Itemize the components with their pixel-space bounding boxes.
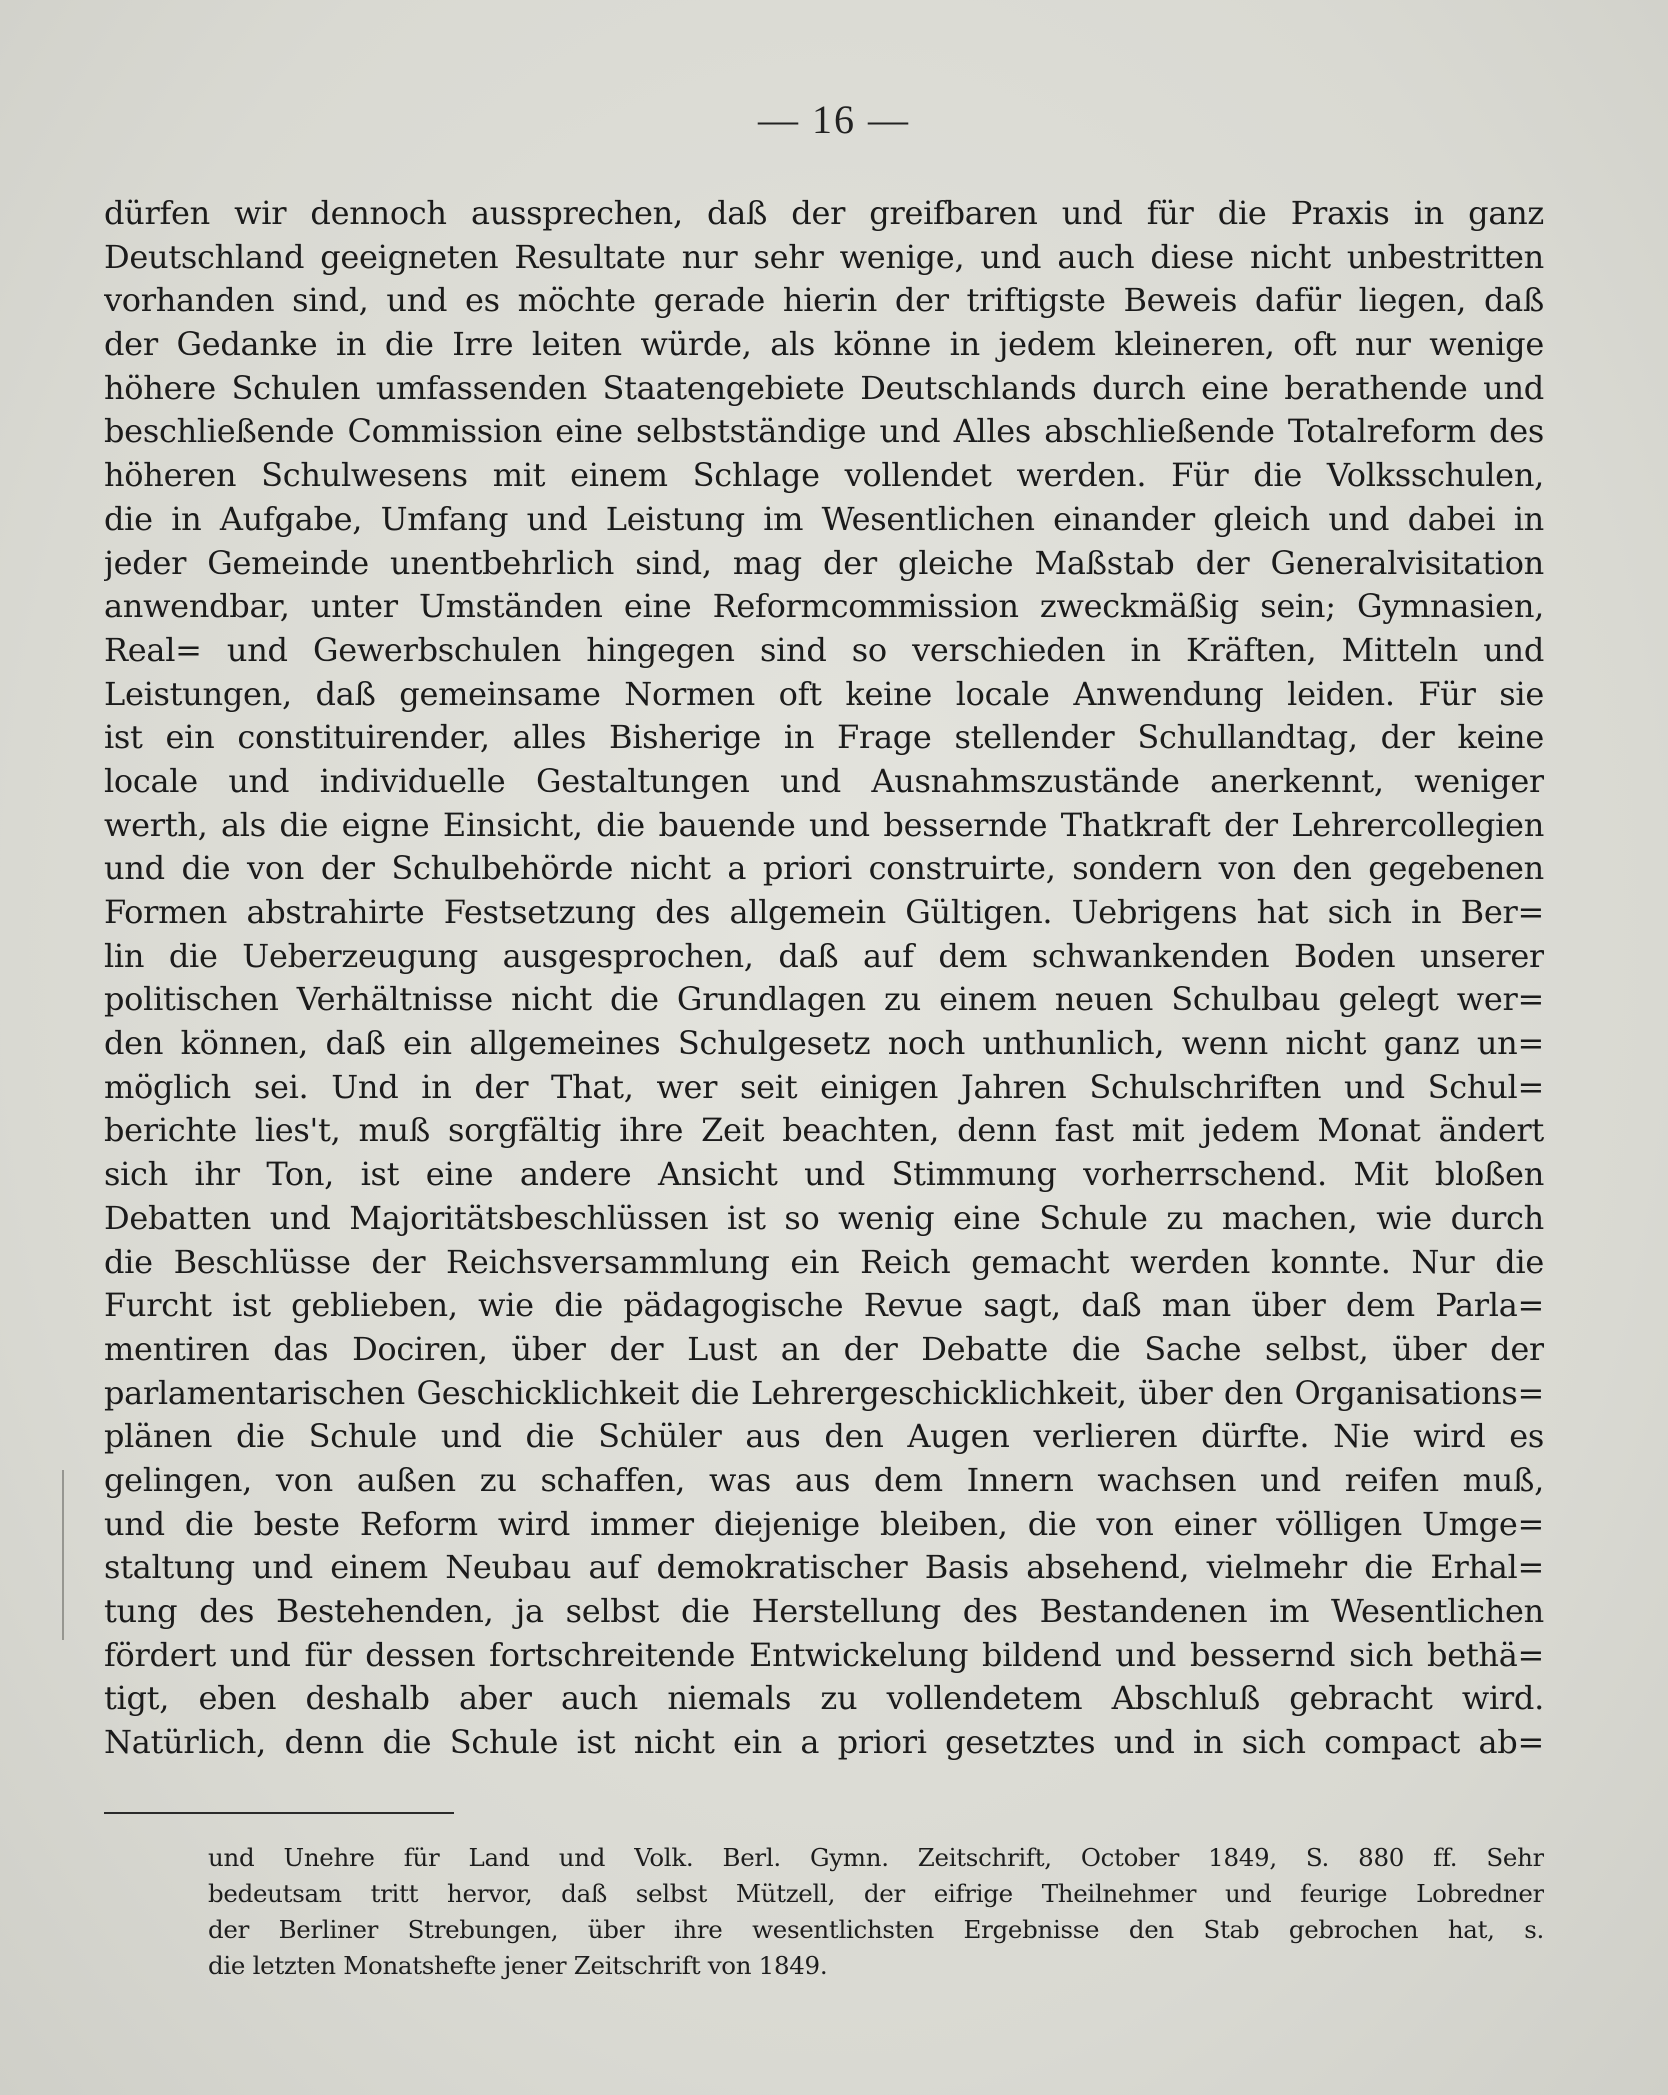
margin-pencil-mark <box>62 1470 64 1640</box>
text-line: die Beschlüsse der Reichsversammlung ein Reich gemacht werden konnte. Nur die <box>104 1242 1544 1281</box>
text-line: Leistungen, daß gemeinsame Normen oft keine locale Anwendung leiden. Für sie <box>104 674 1544 713</box>
text-line: parlamentarischen Geschicklichkeit die Lehrergeschicklichkeit, über den Organisations= <box>104 1373 1544 1412</box>
text-line: den können, daß ein allgemeines Schulgesetz noch unthunlich, wenn nicht ganz un= <box>104 1024 1544 1063</box>
text-line: und die beste Reform wird immer diejenige bleiben, die von einer völligen Umge= <box>104 1504 1544 1543</box>
footnote-line: und Unehre für Land und Volk. Berl. Gymn. Zeitschrift, October 1849, S. 880 ff. Sehr <box>208 1843 1544 1872</box>
text-line: der Gedanke in die Irre leiten würde, als könne in jedem kleineren, oft nur wenige <box>104 325 1544 364</box>
text-line: staltung und einem Neubau auf demokratischer Basis absehend, vielmehr die Erhal= <box>104 1548 1544 1587</box>
text-line: berichte lies't, muß sorgfältig ihre Zeit beachten, denn fast mit jedem Monat ändert <box>104 1111 1544 1150</box>
text-line: Natürlich, denn die Schule ist nicht ein a priori gesetztes und in sich compact ab= <box>104 1723 1544 1762</box>
text-line: Deutschland geeigneten Resultate nur sehr wenige, und auch diese nicht unbestritten <box>104 237 1544 276</box>
text-line: tung des Bestehenden, ja selbst die Herstellung des Bestandenen im Wesentlichen <box>104 1592 1544 1630</box>
text-line: tigt, eben deshalb aber auch niemals zu vollendetem Abschluß gebracht wird. <box>104 1679 1544 1718</box>
text-line: ist ein constituirender, alles Bisherige in Frage stellender Schullandtag, der keine <box>104 718 1544 757</box>
text-line: Formen abstrahirte Festsetzung des allgemein Gültigen. Uebrigens hat sich in Ber= <box>104 893 1544 931</box>
text-line: und die von der Schulbehörde nicht a priori construirte, sondern von den gegebenen <box>104 849 1544 888</box>
page-number: — 16 — <box>758 97 910 142</box>
text-line: höheren Schulwesens mit einem Schlage vollendet werden. Für die Volksschulen, <box>104 456 1544 495</box>
text-line: mentiren das Dociren, über der Lust an der Debatte die Sache selbst, über der <box>104 1329 1544 1368</box>
text-line: plänen die Schule und die Schüler aus den Augen verlieren dürfte. Nie wird es <box>104 1417 1544 1456</box>
footnote-line: der Berliner Strebungen, über ihre wesentlichsten Ergebnisse den Stab gebrochen hat, s. <box>208 1915 1544 1944</box>
text-line: beschließende Commission eine selbstständige und Alles abschließende Totalreform des <box>104 412 1544 451</box>
text-line: jeder Gemeinde unentbehrlich sind, mag der gleiche Maßstab der Generalvisitation <box>104 543 1544 582</box>
text-line: sich ihr Ton, ist eine andere Ansicht und Stimmung vorherrschend. Mit bloßen <box>104 1155 1544 1194</box>
text-line: werth, als die eigne Einsicht, die bauende und bessernde Thatkraft der Lehrercollegien <box>104 805 1544 844</box>
text-line: höhere Schulen umfassenden Staatengebiete Deutschlands durch eine berathende und <box>104 368 1544 407</box>
text-line: Debatten und Majoritätsbeschlüssen ist so wenig eine Schule zu machen, wie durch <box>104 1198 1544 1237</box>
footnote-divider <box>104 1812 454 1814</box>
text-line: Furcht ist geblieben, wie die pädagogische Revue sagt, daß man über dem Parla= <box>104 1286 1544 1325</box>
text-line: vorhanden sind, und es möchte gerade hierin der triftigste Beweis dafür liegen, daß <box>104 281 1544 320</box>
text-line: fördert und für dessen fortschreitende Entwickelung bildend und bessernd sich bethä= <box>104 1635 1544 1674</box>
text-line: möglich sei. Und in der That, wer seit einigen Jahren Schulschriften und Schul= <box>104 1067 1544 1106</box>
text-line: die in Aufgabe, Umfang und Leistung im Wesentlichen einander gleich und dabei in <box>104 499 1544 538</box>
text-line: lin die Ueberzeugung ausgesprochen, daß auf dem schwankenden Boden unserer <box>104 936 1544 975</box>
text-line: dürfen wir dennoch aussprechen, daß der greifbaren und für die Praxis in ganz <box>104 194 1544 232</box>
text-line: politischen Verhältnisse nicht die Grundlagen zu einem neuen Schulbau gelegt wer= <box>104 980 1544 1019</box>
main-text-block <box>104 192 1544 1765</box>
text-line: Real= und Gewerbschulen hingegen sind so verschieden in Kräften, Mitteln und <box>104 630 1544 669</box>
footnote-line: die letzten Monatshefte jener Zeitschrift von 1849. <box>208 1951 828 1980</box>
footnote-line: bedeutsam tritt hervor, daß selbst Mützell, der eifrige Theilnehmer und feurige Lobredner <box>208 1879 1544 1908</box>
text-line: locale und individuelle Gestaltungen und Ausnahmszustände anerkennt, weniger <box>104 761 1544 800</box>
footnote-block <box>208 1840 1544 1984</box>
text-line: gelingen, von außen zu schaffen, was aus dem Innern wachsen und reifen muß, <box>104 1460 1544 1499</box>
text-line: anwendbar, unter Umständen eine Reformcommission zweckmäßig sein; Gymnasien, <box>104 587 1544 626</box>
